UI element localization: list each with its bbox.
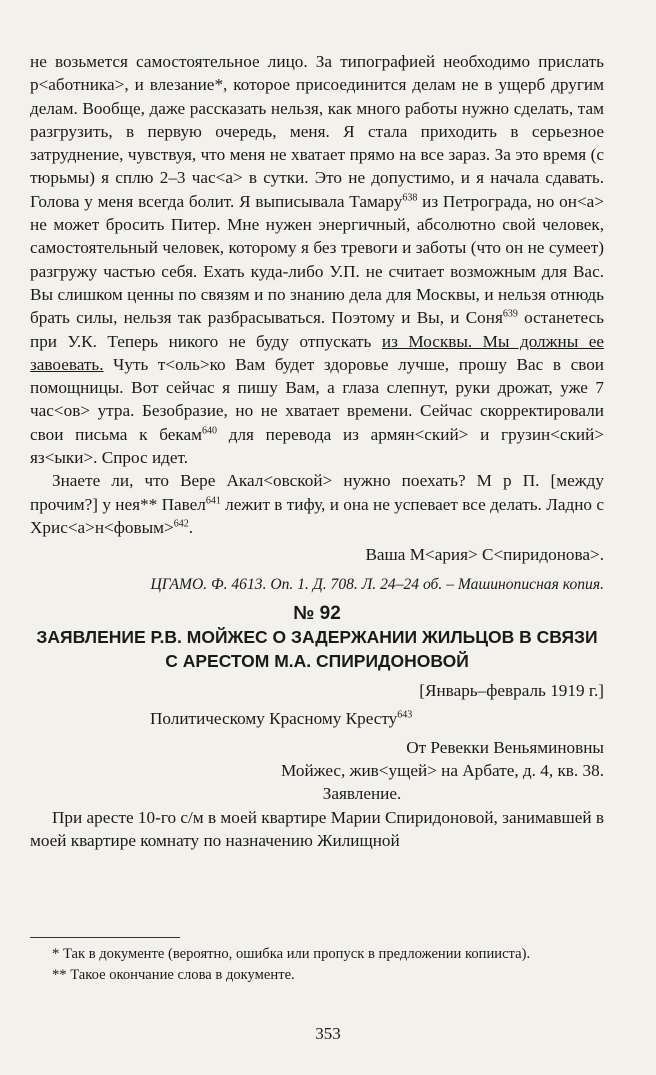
text-run: из Петрограда, но он<а> не может бросить Питер. Мне нужен энергичный, абсолютно свой человек, самостоятельный человек, которому я без тревоги и заботы (что он не сумеет) разгружу частью себя. Ехать куда-либо У.П. не считает возможным для Вас. Вы слишком ценны по связям и по знанию дела для Москвы, и нельзя отнюдь брать силы, нельзя так разбрасываться. Поэтому и Вы, и Соня (30, 191, 604, 328)
footnote-ref-638: 638 (402, 192, 418, 204)
document-date: [Январь–февраль 1919 г.] (419, 681, 604, 701)
statement-body: При аресте 10-го с/м в моей квартире Марии Спиридоновой, занимавшей в моей квартире комнату по назначению Жилищной (30, 807, 604, 850)
footnote-ref-639: 639 (502, 308, 518, 320)
archive-reference: ЦГАМО. Ф. 4613. Оп. 1. Д. 708. Л. 24–24 об. – Машинописная копия. (150, 575, 604, 593)
text-run: останетесь при У.К. Теперь никого не буду отпускать (30, 308, 604, 351)
text-run: Чуть т<оль>ко Вам будет здоровье лучше, прошу Вас в свои помощницы. Вот сейчас я пишу Вам, а глаза слепнут, руки дрожат, уже 7 час<ов> утра. Безобразие, но не хватает времени. Сейчас скорректировали свои письма к бекам (30, 354, 604, 444)
footnote-2: ** Такое окончание слова в документе. (52, 967, 295, 983)
underlined-text: из Москвы. Мы должны ее завоевать. (30, 331, 604, 374)
paragraph-1 (30, 50, 604, 469)
paragraph-2 (30, 469, 604, 539)
text-run: лежит в тифу, и она не успевает все делать. Ладно с Хрис<а>н<фовым> (30, 494, 604, 537)
document-number: № 92 (293, 602, 341, 624)
footnote-divider (30, 937, 180, 938)
footnote-ref-642: 642 (173, 518, 189, 530)
footnote-1: * Так в документе (вероятно, ошибка или пропуск в предложении копииста). (52, 946, 531, 962)
from-line: От Ревекки Веньяминовны (406, 737, 604, 757)
text-run: . (188, 517, 193, 537)
signature: Ваша М<ария> С<пиридонова>. (365, 545, 604, 565)
footnotes (30, 944, 604, 986)
text-run: для перевода из армян<ский> и грузин<ский> яз<ыки>. Спрос идет. (30, 424, 605, 468)
text-run: Политическому Красному Кресту (150, 709, 398, 729)
text-run: не возьмется самостоятельное лицо. За типографией необходимо прислать р<аботника>, и влезание*, которое присоединится делам не в ущерб другим делам. Вообще, даже рассказать нельзя, как много работы нужно сделать, там разгрузить, в первую очередь, меня. Я стала приходить в серьезное затруднение, чувствуя, что меня не хватает прямо на все зараз. За это время (с тюрьмы) я сплю 2–3 час<а> в сутки. Это не допустимо, и я начала сдавать. Голова у меня всегда болит. Я выписывала Тамару (30, 52, 604, 211)
main-text (30, 50, 604, 852)
footnote-ref-643: 643 (397, 709, 413, 721)
addressee (30, 707, 604, 730)
statement-label: Заявление. (322, 784, 402, 804)
page-number: 353 (315, 1024, 341, 1043)
text-run: Знаете ли, что Вере Акал<овской> нужно поехать? М р П. [между прочим?] у нея** Павел (30, 471, 604, 514)
address-line: Мойжес, жив<ущей> на Арбате, д. 4, кв. 38. (281, 761, 604, 781)
footnote-ref-641: 641 (205, 494, 221, 506)
document-title: ЗАЯВЛЕНИЕ Р.В. МОЙЖЕС О ЗАДЕРЖАНИИ ЖИЛЬЦОВ В СВЯЗИ С АРЕСТОМ М.А. СПИРИДОНОВОЙ (36, 627, 598, 672)
footnote-ref-640: 640 (201, 425, 217, 437)
